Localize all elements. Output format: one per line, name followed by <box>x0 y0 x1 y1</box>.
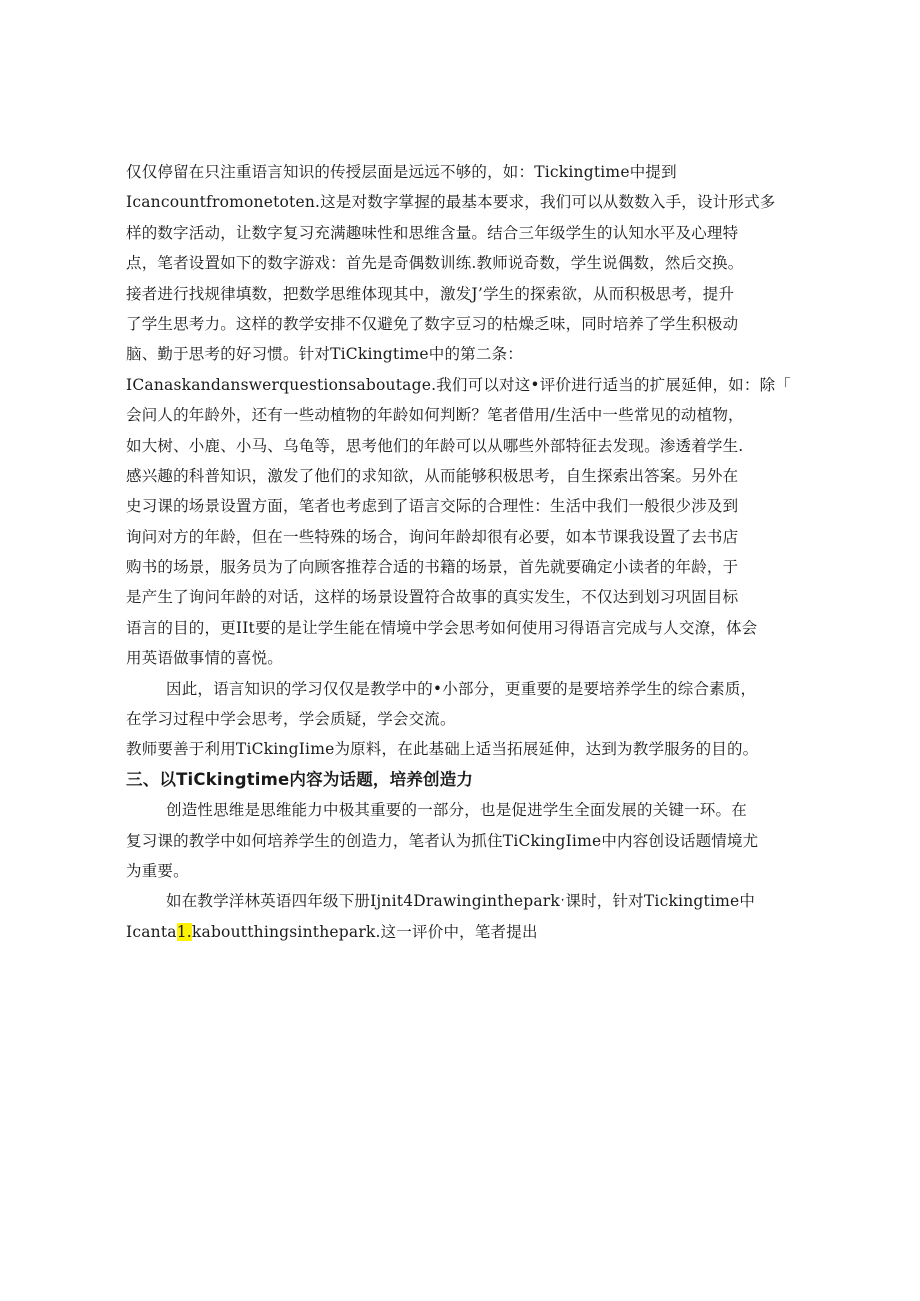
highlighted-text: 1. <box>176 922 192 941</box>
document-body <box>126 157 796 947</box>
text-line: Icancountfromonetoten.这是对数字掌握的最基本要求，我们可以从数数入手，设计形式多 <box>126 193 776 212</box>
text-line: 仅仅停留在只注重语言知识的传授层面是远远不够的，如：Tickingtime中提到 <box>126 163 677 181</box>
text-line: 点，笔者设置如下的数字游戏：首先是奇偶数训练.教师说奇数，学生说偶数，然后交换。 <box>126 254 744 273</box>
section-heading: 三、以TiCkingtime内容为话题，培养创造力 <box>126 769 474 789</box>
text-line: 了学生思考力。这样的教学安排不仅避免了数字豆习的枯燥乏味，同时培养了学生积极动 <box>126 314 739 333</box>
text-line: 是产生了询问年龄的对话，这样的场景设置符合故事的真实发生，不仅达到划习巩固目标 <box>126 588 739 607</box>
text-line: 用英语做事情的喜悦。 <box>126 649 284 668</box>
text-line: 史习课的场景设置方面，笔者也考虑到了语言交际的合理性：生活中我们一般很少涉及到 <box>126 497 739 516</box>
text-line: 如大树、小鹿、小马、乌龟等，思考他们的年龄可以从哪些外部特征去发现。渗透着学生. <box>126 436 744 455</box>
text-line: ICanaskandanswerquestionsaboutage.我们可以对这•评价进行适当的扩展延伸，如：除「 <box>126 375 791 394</box>
text-line: 为重要。 <box>126 861 189 880</box>
text-line: 感兴趣的科普知识，激发了他们的求知欲，从而能够积极思考，自生探索出答案。另外在 <box>126 466 739 485</box>
text-fragment: Icanta <box>126 922 177 941</box>
text-line: 语言的目的，更IIt要的是让学生能在情境中学会思考如何使用习得语言完成与人交潦，体会 <box>126 618 758 637</box>
text-fragment: kaboutthingsinthepark.这一评价中，笔者提出 <box>191 922 538 941</box>
text-line: 购书的场景，服务员为了向顾客推荐合适的书籍的场景，首先就要确定小读者的年龄，于 <box>126 558 739 577</box>
text-line: 复习课的教学中如何培养学生的创造力，笔者认为抓住TiCkingIime中内容创设话题情境尤 <box>126 831 759 850</box>
text-line: 询问对方的年龄，但在一些特殊的场合，询问年龄却很有必要，如本节课我设置了去书店 <box>126 527 739 546</box>
text-line: 创造性思维是思维能力中极其重要的一部分，也是促进学生全面发展的关键一环。在 <box>166 801 747 820</box>
text-line: 脑、勤于思考的好习惯。针对TiCkingtime中的第二条： <box>126 345 523 364</box>
text-line: 因此，语言知识的学习仅仅是教学中的•小部分，更重要的是要培养学生的综合素质， <box>166 679 757 698</box>
text-line: 会问人的年龄外，还有一些动植物的年龄如何判断？笔者借用/生活中一些常见的动植物， <box>126 406 744 425</box>
text-line: 接者进行找规律填数，把数学思维体现其中，激发J’学生的探索欲，从而积极思考，提升 <box>126 284 735 303</box>
text-line-with-highlight <box>126 917 796 947</box>
text-line: 教师要善于利用TiCkingIime为原料，在此基础上适当拓展延伸，达到为教学服务的目的。 <box>126 740 759 759</box>
text-line: 在学习过程中学会思考，学会质疑，学会交流。 <box>126 710 456 729</box>
text-line: 样的数字活动，让数字复习充满趣味性和思维含量。结合三年级学生的认知水平及心理特 <box>126 223 739 242</box>
text-line: 如在教学洋林英语四年级下册Ijnit4Drawingintheparkˑ课时，针对Tickingtime中 <box>166 892 756 911</box>
